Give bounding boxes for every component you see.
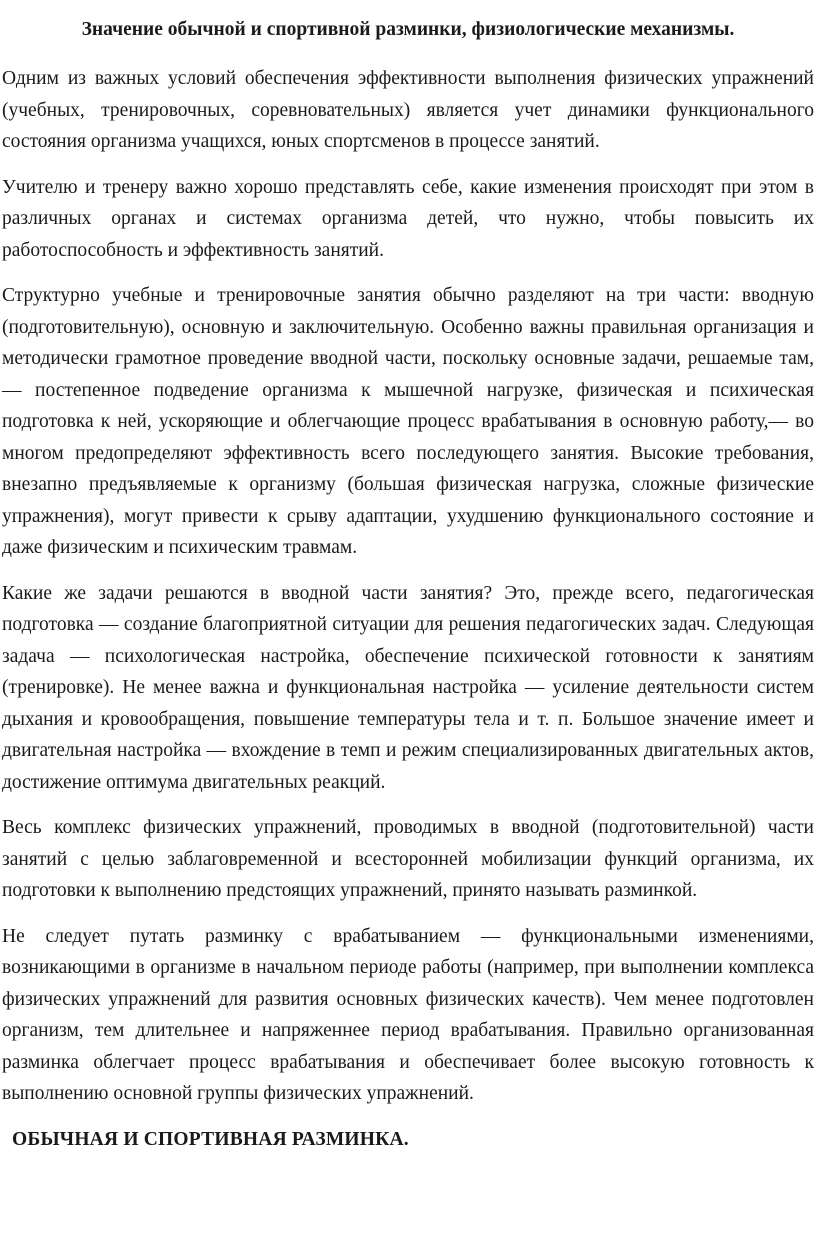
document-title: Значение обычной и спортивной разминки, физиологические механизмы. — [81, 19, 735, 40]
section-heading: ОБЫЧНАЯ И СПОРТИВНАЯ РАЗМИНКА. — [12, 1128, 409, 1150]
paragraph-warmup-vs-workin: Не следует путать разминку с врабатыванием — функциональными изменениями, возникающими в организме в начальном периоде работы (например, при выполнении комплекса физических упражнений для развития основных физических качеств). Чем менее подготовлен организм, тем длительнее и напряженнее период врабатывания. Правильно организованная разминка облегчает процесс врабатывания и обеспечивает более высокую готовность к выполнению основной группы физических упражнений. — [2, 925, 814, 1104]
paragraph-intro: Одним из важных условий обеспечения эффективности выполнения физических упражнений (учебных, тренировочных, соревновательных) является учет динамики функционального состояния организма учащихся, юных спортсменов в процессе занятий. — [2, 68, 814, 152]
paragraph-structure: Структурно учебные и тренировочные занятия обычно разделяют на три части: вводную (подготовительную), основную и заключительную. Особенно важны правильная организация и методически грамотное проведение вводной части, поскольку основные задачи, решаемые там,— постепенное подведение организма к мышечной нагрузке, физическая и психическая подготовка к ней, ускоряющие и облегчающие процесс врабатывания в основную работу,— во многом предопределяют эффективность всего последующего занятия. Высокие требования, внезапно предъявляемые к организму (большая физическая нагрузка, сложные физические упражнения), могут привести к срыву адаптации, ухудшению функционального состояние и даже физическим и психическим травмам. — [2, 285, 814, 558]
paragraph-warmup-definition: Весь комплекс физических упражнений, проводимых в вводной (подготовительной) части занятий с целью заблаговременной и всесторонней мобилизации функций организма, их подготовки к выполнению предстоящих упражнений, принято называть разминкой. — [2, 817, 814, 901]
paragraph-teacher: Учителю и тренеру важно хорошо представлять себе, какие изменения происходят при этом в различных органах и системах организма детей, что нужно, чтобы повысить их работоспособность и эффективность занятий. — [2, 176, 814, 261]
paragraph-tasks: Какие же задачи решаются в вводной части занятия? Это, прежде всего, педагогическая подготовка — создание благоприятной ситуации для решения педагогических задач. Следующая задача — психологическая настройка, обеспечение психической готовности к занятиям (тренировке). Не менее важна и функциональная настройка — усиление деятельности систем дыхания и кровообращения, повышение температуры тела и т. п. Большое значение имеет и двигательная настройка — вхождение в темп и режим специализированных двигательных актов, достижение оптимума двигательных реакций. — [2, 582, 814, 793]
